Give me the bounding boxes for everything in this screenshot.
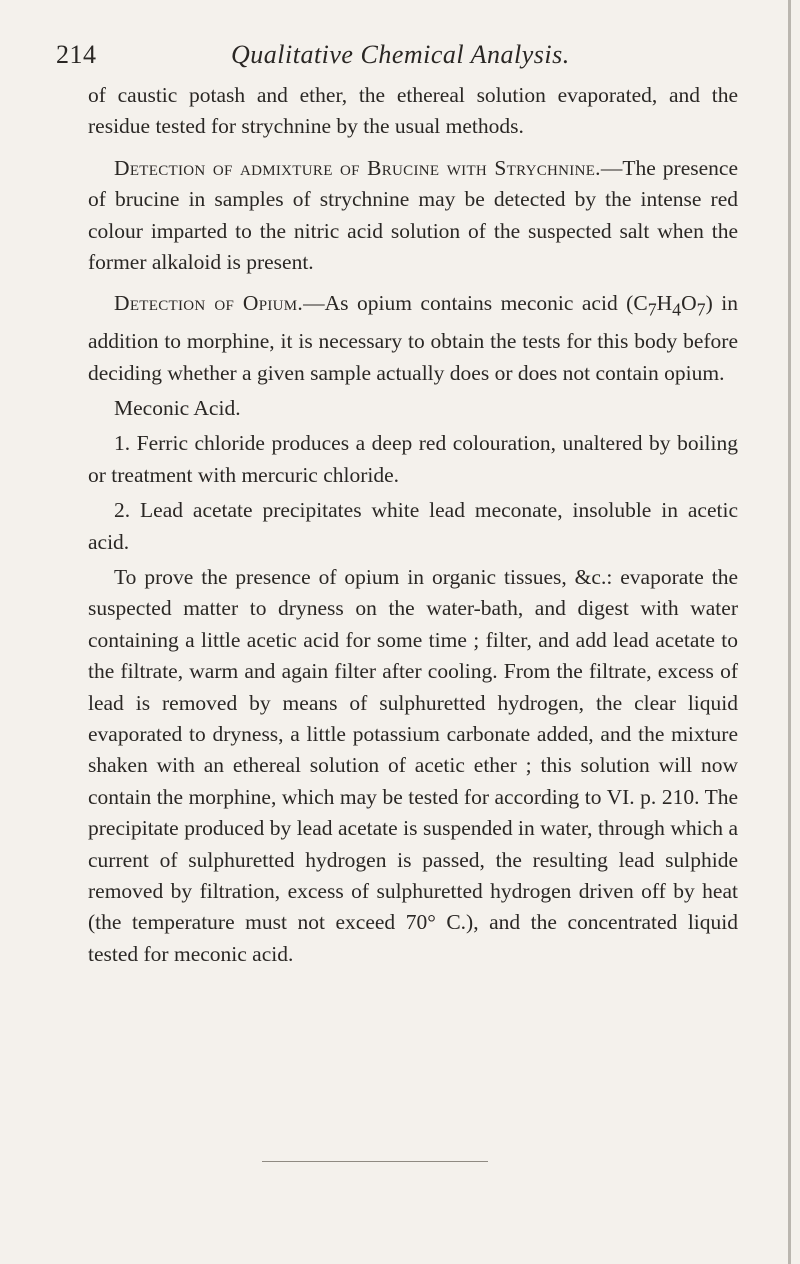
section-heading-opium: Detection of Opium. [114, 291, 304, 316]
footer-rule [262, 1161, 488, 1162]
page-edge-shadow [788, 0, 791, 1264]
formula-subscript-h: 4 [672, 299, 682, 320]
paragraph-brucine [88, 153, 738, 279]
paragraph-procedure: To prove the presence of opium in organic tissues, &c.: evaporate the suspected matter to dryness on the water-bath, and digest with water containing a little acetic acid for some time ; filter, and add lead acetate to the filtrate, warm and again filter after cooling. From the filtrate, excess of lead is removed by means of sulphuretted hydrogen, the clear liquid evaporated to dryness, a little potassium carbonate added, and the mixture shaken with an ethereal solution of acetic ether ; this solution will now contain the morphine, which may be tested for according to VI. p. 210. The precipitate produced by lead acetate is suspended in water, through which a current of sulphuretted hydrogen is passed, the resulting lead sulphide removed by filtration, excess of sulphuretted hydrogen driven off by heat (the temperature must not exceed 70° C.), and the concentrated liquid tested for meconic acid. [88, 564, 738, 966]
opium-text-c: O [681, 291, 697, 316]
list-item-ferric-chloride: 1. Ferric chloride produces a deep red colouration, unaltered by boiling or treatment with mercuric chloride. [88, 431, 738, 487]
running-title: Qualitative Chemical Analysis. [231, 40, 570, 69]
formula-subscript-c: 7 [647, 299, 657, 320]
opium-text-a: —As opium contains meconic acid (C [303, 291, 648, 316]
paragraph-continuation: of caustic potash and ether, the ethereal solution evaporated, and the residue tested for strychnine by the usual methods. [88, 83, 738, 139]
page-number: 214 [56, 40, 97, 69]
subheading-meconic-acid: Meconic Acid. [114, 395, 241, 420]
paragraph-brucine-text: —The presence of brucine in samples of strychnine may be detected by the intense red colour imparted to the nitric acid solution of the suspected salt when the former alkaloid is present. [88, 155, 738, 275]
formula-subscript-o: 7 [696, 299, 706, 320]
running-header [56, 40, 746, 80]
opium-text-d: ) in addition to morphine, it is necessary to obtain the tests for this body before deciding whether a given sample actually does or does not contain opium. [88, 291, 738, 385]
body-text [88, 80, 738, 970]
opium-text-b: H [656, 291, 673, 316]
list-item-lead-acetate: 2. Lead acetate precipitates white lead meconate, insoluble in acetic acid. [88, 498, 738, 554]
paragraph-opium [88, 288, 738, 389]
section-heading-brucine: Detection of admixture of Brucine with Strychnine. [114, 155, 601, 180]
